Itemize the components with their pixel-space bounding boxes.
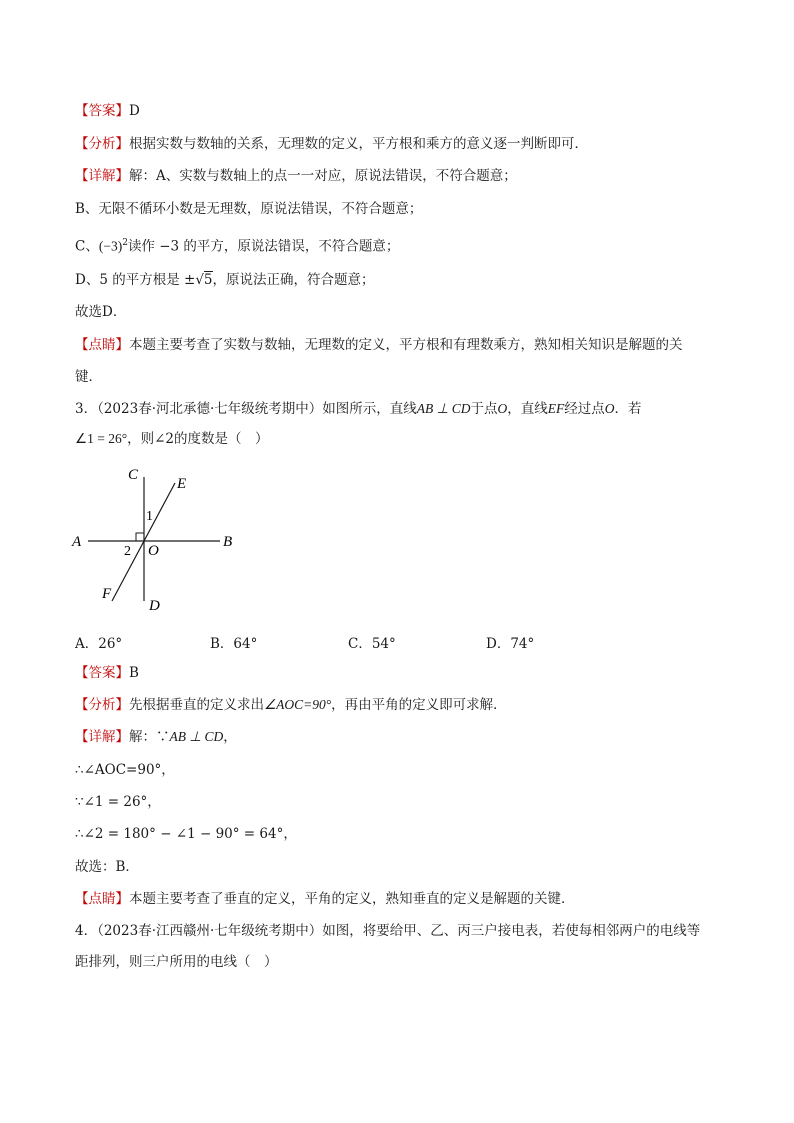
comment-tag: 【点睛】 xyxy=(75,337,129,353)
q3-step2: ∵∠1 = 26°， xyxy=(75,794,161,810)
q2-comment-line1 xyxy=(75,336,683,354)
detail-text: 解：A、实数与数轴上的点一一对应，原说法错误，不符合题意； xyxy=(129,168,517,184)
q2-line-d xyxy=(75,271,375,289)
comment-text: 本题主要考查了垂直的定义，平角的定义，熟知垂直的定义是解题的关键． xyxy=(129,891,575,907)
label-a: A xyxy=(72,534,82,550)
stem-text-c: ，直线 xyxy=(507,401,548,417)
stem-question: ，则∠2的度数是（ ） xyxy=(127,431,269,447)
detail-text: 解：∵ xyxy=(129,729,170,745)
detail-tag: 【详解】 xyxy=(75,729,129,745)
line-c-exponent: 2 xyxy=(122,238,128,248)
option-a[interactable]: A．26° xyxy=(75,636,123,652)
stem-text-b: 于点 xyxy=(470,401,498,417)
q2-detail-line xyxy=(75,167,517,185)
comment-text: 本题主要考查了实数与数轴，无理数的定义，平方根和有理数乘方，熟知相关知识是解题的关 xyxy=(129,337,683,353)
q3-choice: 故选：B． xyxy=(75,859,139,875)
stem-text-d: 经过点 xyxy=(564,401,605,417)
detail-math: AB ⊥ CD xyxy=(169,729,224,744)
q2-choice: 故选D． xyxy=(75,304,127,320)
option-c[interactable]: C．54° xyxy=(348,636,396,652)
line-d-prefix: D、5 的平方根是 ± xyxy=(75,272,196,288)
q3-detail-line xyxy=(75,728,237,746)
geometry-figure xyxy=(60,455,260,620)
q4-stem-line1: 4．（2023春·江西赣州·七年级统考期中）如图，将要给甲、乙、丙三户接电表，若使每相邻两户的电线等 xyxy=(75,923,701,939)
answer-tag: 【答案】 xyxy=(75,103,129,119)
q3-comment-line xyxy=(75,890,575,908)
answer-value: D xyxy=(129,103,140,119)
q2-line-b: B、无限不循环小数是无理数，原说法错误，不符合题意； xyxy=(75,201,423,217)
stem-text-e: ．若 xyxy=(614,401,642,417)
q2-comment-line2: 键． xyxy=(75,369,102,385)
line-d-rest: ，原说法正确，符合题意； xyxy=(212,272,375,288)
option-b[interactable]: B．64° xyxy=(210,636,258,652)
q2-analysis-line xyxy=(75,135,588,153)
q3-stem-line1 xyxy=(75,400,642,418)
label-c: C xyxy=(128,467,139,483)
analysis-text-b: ，再由平角的定义即可求解． xyxy=(331,697,507,713)
analysis-text-a: 先根据垂直的定义求出 xyxy=(129,697,264,713)
line-c-prefix: C、 xyxy=(75,238,99,255)
answer-value: B xyxy=(129,665,139,681)
comment-tag: 【点睛】 xyxy=(75,891,129,907)
option-d[interactable]: D．74° xyxy=(486,636,535,652)
point-o-2: O xyxy=(604,401,615,416)
analysis-math: ∠AOC=90° xyxy=(264,697,332,712)
answer-tag: 【答案】 xyxy=(75,665,129,681)
right-angle-mark xyxy=(136,533,144,541)
detail-tag: 【详解】 xyxy=(75,168,129,184)
analysis-text: 根据实数与数轴的关系，无理数的定义，平方根和乘方的意义逐一判断即可． xyxy=(129,136,588,152)
angle-2-label: 2 xyxy=(124,544,131,559)
sqrt-symbol: √ xyxy=(195,272,204,288)
label-d: D xyxy=(149,598,160,614)
q3-analysis-line xyxy=(75,696,507,714)
label-e: E xyxy=(177,476,187,492)
line-c-rest: 读作 −3 的平方，原说法错误，不符合题意； xyxy=(127,238,400,255)
detail-comma: ， xyxy=(223,729,237,745)
q3-stem-line2 xyxy=(75,430,269,448)
line-c-expr: (−3) xyxy=(98,238,123,254)
label-o: O xyxy=(148,543,159,559)
label-b: B xyxy=(223,534,233,550)
q3-step3: ∴∠2 = 180° − ∠1 − 90° = 64°， xyxy=(75,826,297,842)
angle-1-label: 1 xyxy=(146,509,153,524)
q3-answer-line xyxy=(75,664,139,682)
line-d-radicand: 5 xyxy=(203,272,213,288)
q2-line-c xyxy=(75,234,399,256)
q3-step1: ∴∠AOC=90°， xyxy=(75,762,175,778)
stem-text-a: 3．（2023春·河北承德·七年级统考期中）如图所示，直线 xyxy=(75,401,417,417)
ab-perp-cd: AB ⊥ CD xyxy=(416,401,471,416)
label-f: F xyxy=(102,586,112,602)
line-ef: EF xyxy=(547,401,565,416)
q4-stem-line2: 距排列，则三户所用的电线（ ） xyxy=(75,954,278,970)
point-o: O xyxy=(497,401,508,416)
angle1-given: ∠1 = 26° xyxy=(75,431,128,446)
analysis-tag: 【分析】 xyxy=(75,136,129,152)
analysis-tag: 【分析】 xyxy=(75,697,129,713)
q2-answer-line xyxy=(75,102,140,120)
